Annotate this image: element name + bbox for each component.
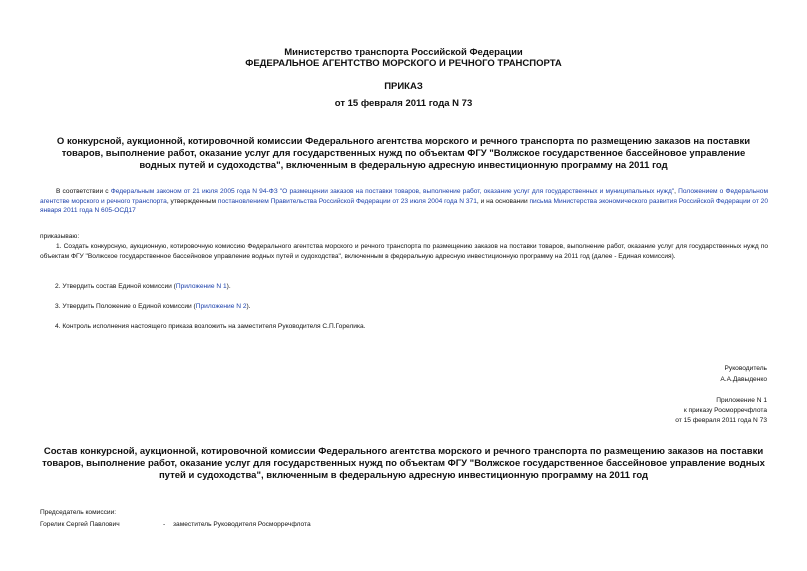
- signatory-name: А.А.Давыденко: [720, 376, 767, 383]
- member-role: заместитель Руководителя Росморречфлота: [173, 521, 311, 528]
- member-dash: -: [163, 521, 166, 528]
- government-decree-link[interactable]: постановлением Правительства Российской Федерации от 23 июля 2004 года N 371: [217, 197, 477, 205]
- ministry-name: Министерство транспорта Российской Федерации: [284, 47, 523, 58]
- order-item-3: [55, 302, 655, 312]
- preamble-text: ,: [674, 188, 679, 195]
- order-date: от 15 февраля 2011 года N 73: [334, 98, 473, 109]
- document-header: [0, 47, 807, 69]
- item-text: ).: [226, 283, 231, 290]
- item-text: 2. Утвердить состав Единой комиссии (: [55, 283, 176, 290]
- appendix-label: Приложение N 1: [716, 397, 767, 404]
- signatory-title: Руководитель: [724, 365, 767, 372]
- federal-law-link[interactable]: Федеральным законом от 21 июля 2005 года N 94-ФЗ "О размещении заказов на поставки товаров, выполнение работ, оказание услуг для государственных и муниципальных нужд": [110, 188, 675, 195]
- appendix-date: от 15 февраля 2011 года N 73: [675, 417, 767, 424]
- document-title: О конкурсной, аукционной, котировочной комиссии Федерального агентства морского и речного транспорта по размещению заказов на поставки товаров, выполнение работ, оказание услуг для государственных нужд по объектам ФГУ "Волжское государственное бассейновое управление водных путей и судоходства", включенным в федеральную адресную инвестиционную программу на 2011 год: [56, 136, 751, 171]
- agency-name: ФЕДЕРАЛЬНОЕ АГЕНТСТВО МОРСКОГО И РЕЧНОГО ТРАНСПОРТА: [245, 58, 562, 69]
- preamble-text: , утвержденным: [166, 197, 218, 205]
- order-directive: приказываю:: [40, 233, 80, 240]
- order-item-1: 1. Создать конкурсную, аукционную, котировочную комиссию Федерального агентства морского и речного транспорта по размещению заказов на поставки товаров, выполнение работ, оказание услуг для государственных нужд по объектам ФГУ "Волжское государственное бассейновое управление водных путей и судоходства", включенным в федеральную адресную инвестиционную программу на 2011 год (далее - Единая комиссия).: [40, 243, 768, 260]
- appendix-title: Состав конкурсной, аукционной, котировочной комиссии Федерального агентства морского и речного транспорта по размещению заказов на поставки товаров, выполнение работ, оказание услуг для государственных нужд по объектам ФГУ "Волжское государственное бассейновое управление водных путей и судоходства", включенным в федеральную адресную инвестиционную программу на 2011 год: [42, 446, 765, 481]
- agency-regulation-link[interactable]: Положением о Федеральном агентстве морского и речного транспорта: [40, 188, 768, 205]
- chair-label: Председатель комиссии:: [40, 509, 117, 516]
- order-word: ПРИКАЗ: [384, 81, 423, 92]
- appendix-1-link[interactable]: Приложение N 1: [175, 283, 227, 290]
- ministry-letter-link[interactable]: письма Министерства экономического развития Российской Федерации от 20 января 2011 года N 605-ОСД17: [40, 197, 769, 215]
- appendix-2-link[interactable]: Приложение N 2: [195, 303, 247, 310]
- preamble-paragraph: [40, 187, 768, 216]
- preamble-text: , и на основании: [476, 197, 530, 205]
- item-text: 3. Утвердить Положение о Единой комиссии (: [55, 303, 196, 310]
- item-text: ).: [246, 303, 251, 310]
- appendix-reference: к приказу Росморречфлота: [683, 407, 767, 414]
- order-item-2: [55, 282, 655, 292]
- order-item-4: 4. Контроль исполнения настоящего приказа возложить на заместителя Руководителя С.П.Горелика.: [55, 323, 366, 330]
- preamble-text: В соответствии с: [56, 188, 111, 195]
- member-name: Горелик Сергей Павлович: [40, 521, 120, 528]
